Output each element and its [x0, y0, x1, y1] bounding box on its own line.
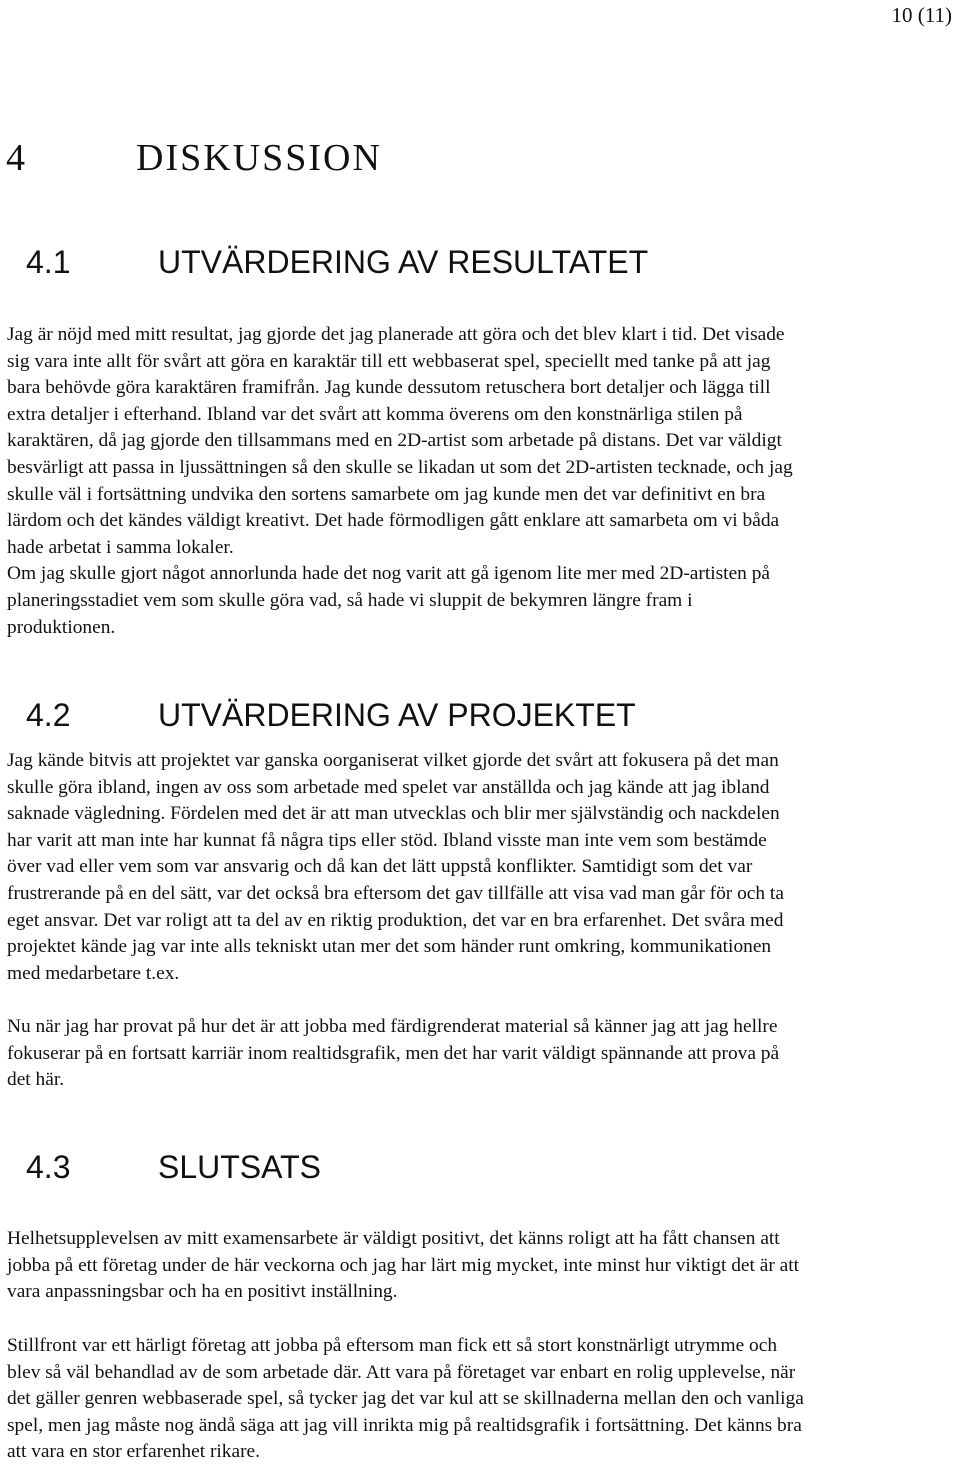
paragraph-line: att vara en stor erfarenhet rikare. [7, 1441, 261, 1463]
paragraph-line: Jag är nöjd med mitt resultat, jag gjorde det jag planerade att göra och det blev klart i tid. Det visade [7, 324, 785, 345]
section-heading [26, 1150, 321, 1184]
section-number: 4.3 [26, 1149, 71, 1185]
paragraph-line: jobba på ett företag under de här veckorna och jag har lärt mig mycket, inte minst hur viktigt det är att [7, 1254, 800, 1276]
paragraph-line: sig vara inte allt för svårt att göra en karaktär till ett webbaserat spel, speciellt med tanke på att jag [7, 350, 771, 372]
paragraph-line: har varit att man inte har kunnat få några tips eller stöd. Ibland visste man inte vem som bestämde [7, 829, 767, 851]
paragraph-line: Stillfront var ett härligt företag att jobba på eftersom man fick ett så stort konstnärligt utrymme och [7, 1335, 778, 1356]
paragraph-line: Helhetsupplevelsen av mitt examensarbete är väldigt positivt, det känns roligt att ha fått chansen att [7, 1228, 780, 1249]
paragraph [7, 1226, 955, 1306]
section-number: 4.1 [26, 244, 71, 280]
section-heading [26, 698, 636, 732]
paragraph-line: skulle göra ibland, ingen av oss som arbetade med spelet var anställda och jag kände att jag ibland [7, 776, 770, 798]
paragraph-line: produktionen. [7, 616, 116, 638]
paragraph-line: fokuserar på en fortsatt karriär inom realtidsgrafik, men det har varit väldigt spännande att prova på [7, 1042, 780, 1064]
paragraph-line: det här. [7, 1069, 65, 1091]
paragraph-line: Jag kände bitvis att projektet var ganska oorganiserat vilket gjorde det svårt att fokusera på det man [7, 750, 779, 771]
section-number: 4.2 [26, 697, 71, 733]
paragraph [7, 748, 955, 987]
paragraph-line: projektet kände jag var inte alls tekniskt utan mer det som händer runt omkring, kommunikationen [7, 936, 772, 958]
chapter-number: 4 [6, 137, 27, 179]
paragraph-line: bara behövde göra karaktären framifrån. Jag kunde dessutom retuschera bort detaljer och lägga till [7, 377, 771, 399]
paragraph [7, 1014, 955, 1094]
paragraph-line: besvärligt att passa in ljussättningen så den skulle se likadan ut som det 2D-artisten tecknade, och jag [7, 456, 793, 478]
paragraph-line: skulle väl i fortsättning undvika den sortens samarbete om jag kunde men det var definitivt en bra [7, 483, 766, 505]
paragraph-line: eget ansvar. Det var roligt att ta del av en riktig produktion, det var en bra erfarenhet. Det svåra med [7, 909, 784, 931]
paragraph-line: med medarbetare t.ex. [7, 962, 180, 984]
paragraph [7, 1333, 955, 1466]
paragraph-line: saknade vägledning. Fördelen med det är att man utvecklas och blir mer självständig och nackdelen [7, 803, 780, 825]
paragraph-line: vara anpassningsbar och ha en positivt inställning. [7, 1281, 398, 1303]
paragraph-line: spel, men jag måste nog ändå säga att jag vill inrikta mig på realtidsgrafik i fortsättning. Det känns bra [7, 1414, 802, 1436]
chapter-heading [6, 138, 382, 178]
paragraph-line: det gäller genren webbaserade spel, så tycker jag det var kul att se skillnaderna mellan den och vanliga [7, 1388, 804, 1410]
chapter-title: DISKUSSION [136, 137, 382, 179]
paragraph-line: över vad eller vem som var ansvarig och då kan det lätt uppstå konflikter. Samtidigt som det var [7, 856, 753, 878]
section-heading [26, 245, 648, 279]
paragraph-line: Om jag skulle gjort något annorlunda hade det nog varit att gå igenom lite mer med 2D-artisten på [7, 563, 771, 585]
section-title: SLUTSATS [158, 1149, 321, 1185]
paragraph-line: planeringsstadiet vem som skulle göra vad, så hade vi sluppit de bekymren längre fram i [7, 589, 693, 611]
paragraph-line: Nu när jag har provat på hur det är att jobba med färdigrenderat material så känner jag att jag hellre [7, 1016, 778, 1037]
paragraph-line: blev så väl behandlad av de som arbetade där. Att vara på företaget var enbart en rolig upplevelse, när [7, 1361, 796, 1383]
section-title: UTVÄRDERING AV PROJEKTET [158, 697, 636, 733]
section-title: UTVÄRDERING AV RESULTATET [158, 244, 649, 280]
page-number: 10 (11) [891, 3, 952, 27]
paragraph-line: extra detaljer i efterhand. Ibland var det svårt att komma överens om den konstnärliga stilen på [7, 403, 743, 425]
paragraph-line: lärdom och det kändes väldigt kreativt. Det hade förmodligen gått enklare att samarbeta om vi båda [7, 510, 780, 532]
paragraph-line: hade arbetat i samma lokaler. [7, 536, 234, 558]
paragraph [7, 322, 955, 641]
paragraph-line: frustrerande på en del sätt, var det också bra eftersom det gav tillfälle att visa vad man går för och ta [7, 882, 784, 904]
paragraph-line: karaktären, då jag gjorde den tillsammans med en 2D-artist som arbetade på distans. Det var väldigt [7, 430, 782, 452]
